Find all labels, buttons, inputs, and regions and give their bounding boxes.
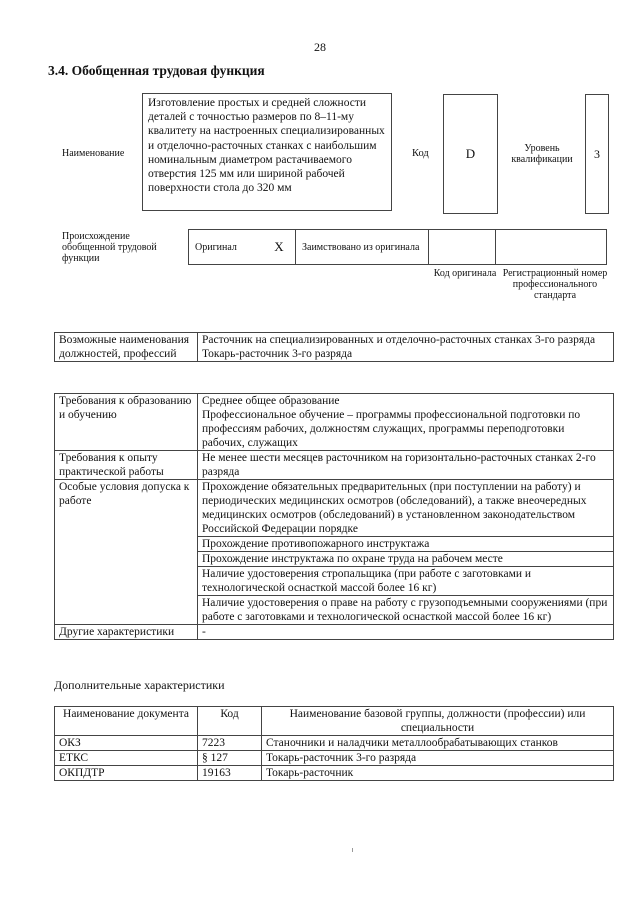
table-row	[55, 751, 614, 766]
original-label: Оригинал	[189, 230, 264, 265]
table-row	[55, 736, 614, 751]
admission-condition: Прохождение обязательных предварительных (при поступлении на работу) и периодических медицинских осмотров (обследований), а также внеочередных медицинских осмотров (обследований) в установленном законодательством Российской Федерации порядке	[198, 480, 614, 537]
education-item: Профессиональное обучение – программы профессиональной подготовки по профессиям рабочих, должностям служащих, программы переподготовки рабочих, служащих	[202, 409, 581, 449]
section-title: 3.4. Обобщенная трудовая функция	[48, 63, 265, 78]
original-code-cell	[429, 230, 496, 265]
positions-table	[54, 332, 614, 362]
admission-condition: Наличие удостоверения стропальщика (при работе с заготовками и технологической оснасткой массой более 16 кг)	[198, 567, 614, 596]
code-value: D	[443, 94, 498, 214]
qualification-level-label: Уровень квалификации	[511, 143, 573, 165]
original-code-caption: Код оригинала	[433, 268, 497, 279]
registration-number-caption: Регистрационный номер профессионального стандарта	[502, 268, 608, 301]
column-header-group-name: Наименование базовой группы, должности (профессии) или специальности	[262, 707, 614, 736]
group-name: Токарь-расточник	[262, 766, 614, 781]
additional-characteristics-table	[54, 706, 614, 781]
table-row	[55, 766, 614, 781]
experience-label: Требования к опыту практической работы	[55, 451, 198, 480]
admission-condition: Прохождение инструктажа по охране труда на рабочем месте	[198, 552, 614, 567]
origin-table	[188, 229, 607, 265]
education-value	[198, 394, 614, 451]
group-name: Станочники и наладчики металлообрабатывающих станков	[262, 736, 614, 751]
positions-label: Возможные наименования должностей, профессий	[55, 333, 198, 362]
document-name: ЕТКС	[55, 751, 198, 766]
name-label: Наименование	[62, 148, 125, 159]
other-characteristics-label: Другие характеристики	[55, 625, 198, 640]
position-item: Расточник на специализированных и отделочно-расточных станках 3-го разряда	[198, 333, 614, 348]
column-header-document: Наименование документа	[55, 707, 198, 736]
original-mark: X	[263, 230, 296, 265]
code-label: Код	[412, 148, 429, 159]
position-item: Токарь-расточник 3-го разряда	[198, 347, 614, 362]
document-code: 19163	[198, 766, 262, 781]
document-code: § 127	[198, 751, 262, 766]
origin-label: Происхождение обобщенной трудовой функции	[62, 231, 157, 264]
document-name: ОКПДТР	[55, 766, 198, 781]
scan-mark	[352, 848, 353, 852]
admission-condition: Наличие удостоверения о праве на работу с грузоподъемными сооружениями (при работе с заготовками и технологической оснасткой массой более 16 кг)	[198, 596, 614, 625]
experience-value: Не менее шести месяцев расточником на горизонтально-расточных станках 2-го разряда	[198, 451, 614, 480]
admission-condition: Прохождение противопожарного инструктажа	[198, 537, 614, 552]
education-label: Требования к образованию и обучению	[55, 394, 198, 451]
document-name: ОКЗ	[55, 736, 198, 751]
additional-characteristics-title: Дополнительные характеристики	[54, 678, 225, 692]
borrowed-label: Заимствовано из оригинала	[296, 230, 429, 265]
registration-number-cell	[496, 230, 607, 265]
column-header-code: Код	[198, 707, 262, 736]
qualification-level-value: 3	[585, 94, 609, 214]
admission-conditions-label: Особые условия допуска к работе	[55, 480, 198, 625]
page-number: 28	[314, 40, 326, 54]
other-characteristics-value: -	[198, 625, 614, 640]
function-name-value: Изготовление простых и средней сложности деталей с точностью размеров по 8–11-му квалитету на настроенных специализированных и отделочно-расточных станках с наибольшим номинальным диаметром растачиваемого отверстия 125 мм или шириной рабочей поверхности стола до 320 мм	[142, 93, 392, 211]
group-name: Токарь-расточник 3-го разряда	[262, 751, 614, 766]
education-item: Среднее общее образование	[202, 395, 340, 407]
document-code: 7223	[198, 736, 262, 751]
requirements-table	[54, 393, 614, 640]
